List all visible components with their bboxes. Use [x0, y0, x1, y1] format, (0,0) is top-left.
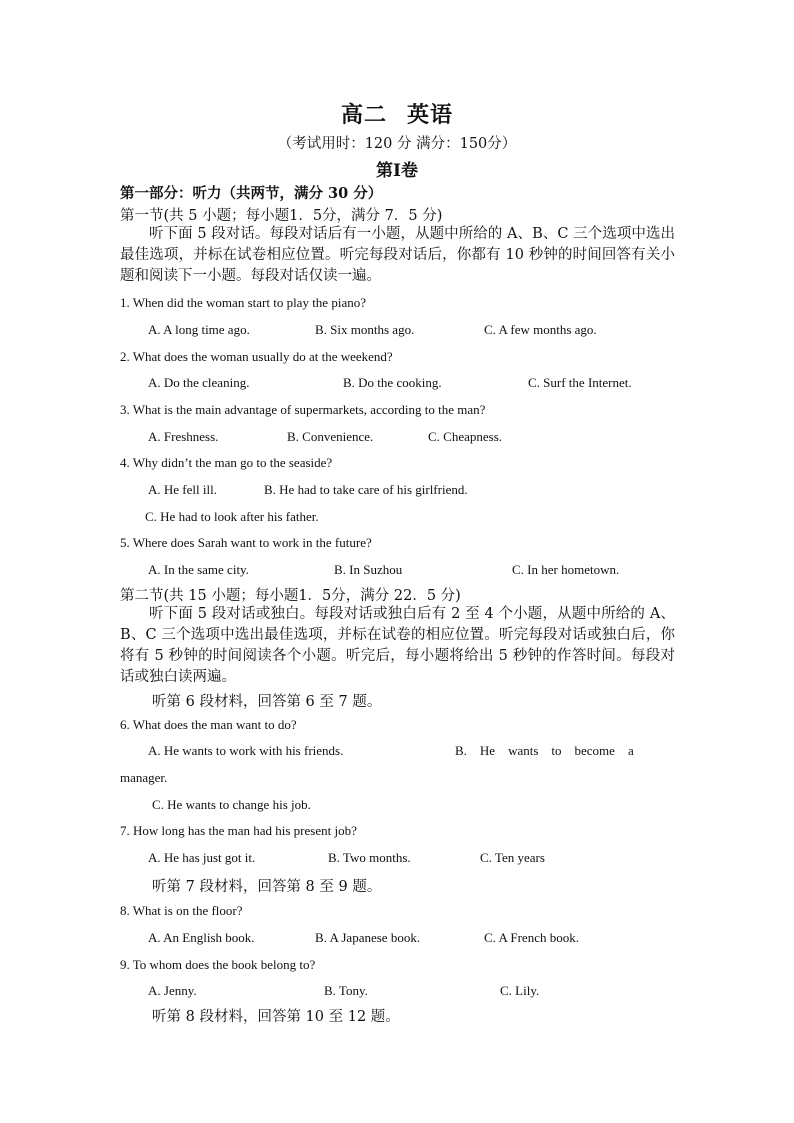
- part1-heading: 第一部分：听力（共两节，满分 30 分）: [120, 185, 383, 202]
- question-5: 5. Where does Sarah want to work in the future?: [120, 535, 372, 550]
- options-4: [148, 482, 468, 498]
- options-4-c: [145, 509, 319, 525]
- options-7: [148, 850, 545, 866]
- option-c: C. A French book.: [484, 930, 579, 945]
- option-b-continued: manager.: [120, 770, 168, 785]
- material-6-note: 听第 6 段材料，回答第 6 至 7 题。: [152, 694, 382, 710]
- option-a: A. Freshness.: [148, 429, 219, 444]
- section1-instructions: 听下面 5 段对话。每段对话后有一小题，从题中所给的 A、B、C 三个选项中选出最佳选项，并标在试卷相应位置。听完每段对话后，你都有 10 秒钟的时间回答有关小题和阅读下一小题。每段对话仅读一遍。: [120, 226, 675, 284]
- section2-instructions: 听下面 5 段对话或独白。每段对话或独白后有 2 至 4 个小题，从题中所给的 A、B、C 三个选项中选出最佳选项，并标在试卷的相应位置。听完每段对话或独白后，你将有 5 秒钟的时间阅读各个小题。听完后，每小题将给出 5 秒钟的作答时间。每段对话或独白读两遍。: [120, 606, 675, 685]
- options-5: [148, 562, 619, 578]
- option-c: C. Ten years: [480, 850, 545, 865]
- option-c: C. A few months ago.: [484, 322, 597, 337]
- option-c: C. He wants to change his job.: [152, 797, 311, 812]
- option-c: C. Cheapness.: [428, 429, 503, 444]
- options-6: [148, 743, 634, 759]
- option-a: A. In the same city.: [148, 562, 249, 577]
- page-title: [0, 98, 794, 129]
- question-2: 2. What does the woman usually do at the weekend?: [120, 349, 393, 364]
- option-b: B. A Japanese book.: [315, 930, 421, 945]
- title-course: 英语: [407, 102, 454, 128]
- section2-heading: 第二节(共 15 小题；每小题1．5分，满分 22．5 分): [120, 588, 461, 604]
- option-b: B. Do the cooking.: [343, 375, 442, 390]
- option-a: A. Do the cleaning.: [148, 375, 250, 390]
- options-1: [148, 322, 597, 338]
- options-8: [148, 930, 579, 946]
- question-6: 6. What does the man want to do?: [120, 717, 297, 732]
- option-b: B. Tony.: [324, 983, 368, 998]
- option-b: B. He had to take care of his girlfriend.: [264, 482, 468, 497]
- question-3: 3. What is the main advantage of supermarkets, according to the man?: [120, 402, 486, 417]
- option-a: A. He wants to work with his friends.: [148, 743, 344, 758]
- volume-heading: 第Ⅰ卷: [376, 161, 418, 181]
- question-1: 1. When did the woman start to play the piano?: [120, 295, 366, 310]
- material-8-note: 听第 8 段材料，回答第 10 至 12 题。: [152, 1009, 400, 1025]
- option-a: A. An English book.: [148, 930, 255, 945]
- options-6-c: [152, 797, 311, 813]
- option-a: A. He has just got it.: [148, 850, 256, 865]
- option-b: B. In Suzhou: [334, 562, 403, 577]
- option-c: C. Surf the Internet.: [528, 375, 632, 390]
- options-9: [148, 983, 539, 999]
- option-c: C. Lily.: [500, 983, 540, 998]
- option-c: C. In her hometown.: [512, 562, 620, 577]
- option-a: A. A long time ago.: [148, 322, 250, 337]
- option-b: B. Convenience.: [287, 429, 374, 444]
- section1-heading: 第一节(共 5 小题；每小题1．5分，满分 7．5 分): [120, 208, 443, 224]
- options-3: [148, 429, 502, 445]
- exam-info: （考试用时：120 分 满分：150分）: [277, 136, 517, 152]
- question-4: 4. Why didn’t the man go to the seaside?: [120, 455, 333, 470]
- option-b: B. He wants to become a: [455, 743, 634, 758]
- option-a: A. He fell ill.: [148, 482, 217, 497]
- material-7-note: 听第 7 段材料，回答第 8 至 9 题。: [152, 879, 382, 895]
- option-b: B. Six months ago.: [315, 322, 415, 337]
- question-7: 7. How long has the man had his present job?: [120, 823, 357, 838]
- option-c: C. He had to look after his father.: [145, 509, 319, 524]
- options-2: [148, 375, 632, 391]
- title-subject: 高二: [340, 102, 387, 128]
- option-b: B. Two months.: [328, 850, 411, 865]
- question-8: 8. What is on the floor?: [120, 903, 243, 918]
- option-a: A. Jenny.: [148, 983, 197, 998]
- question-9: 9. To whom does the book belong to?: [120, 957, 316, 972]
